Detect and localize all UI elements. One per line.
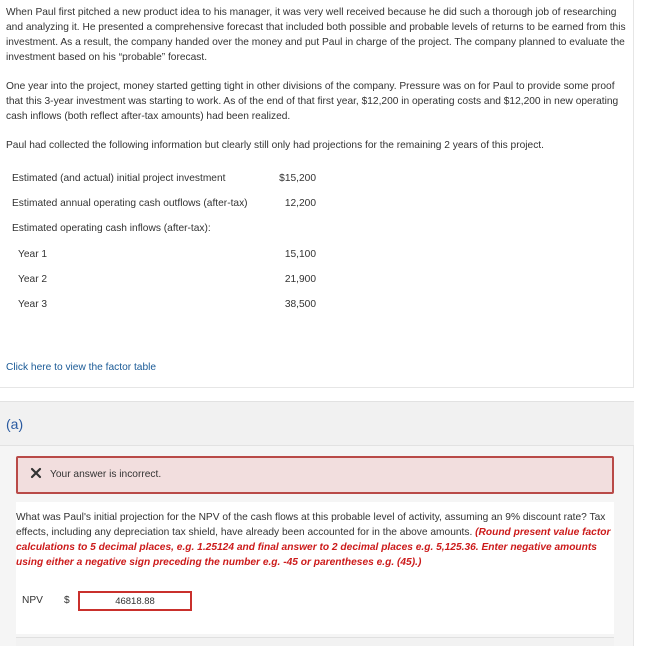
intro-paragraph-3: Paul had collected the following information but clearly still only had projections for the remaining 2 years of this project.	[6, 140, 544, 151]
year-value: 38,500	[284, 299, 316, 310]
question-panel	[0, 446, 634, 646]
question-body	[16, 502, 614, 634]
factor-table-link[interactable]: Click here to view the factor table	[6, 362, 157, 373]
question-text	[16, 510, 614, 570]
currency-symbol: $	[64, 595, 70, 606]
intro-paragraph-1: When Paul first pitched a new product idea to his manager, it was very well received because he did such a thorough job of researching and analyzing it. He presented a comprehensive forecast that included both possible and probable levels of returns to be earned from this investment. As a result, the company handed over the money and put Paul in charge of the project. The company planned to evaluate the investment based on his “probable” forecast.	[6, 7, 626, 63]
table-row-value: 12,200	[284, 198, 316, 209]
intro-paragraph-2: One year into the project, money started getting tight in other divisions of the company. Pressure was on for Paul to provide some proof that this 3-year investment was starting to work. As of the end of that first year, $12,200 in operating costs and $12,200 in new operating cash inflows (both reflect after-tax amounts) had been realized.	[6, 81, 619, 122]
incorrect-answer-alert	[16, 456, 614, 494]
table-row-label: Estimated annual operating cash outflows (after-tax)	[12, 198, 248, 209]
year-value: 15,100	[284, 249, 316, 260]
year-label: Year 2	[18, 274, 48, 285]
table-row-label: Estimated operating cash inflows (after-tax):	[12, 223, 211, 234]
year-value: 21,900	[284, 274, 316, 285]
part-label: (a)	[6, 416, 24, 432]
year-label: Year 1	[18, 249, 48, 260]
npv-label: NPV	[22, 595, 43, 606]
year-label: Year 3	[18, 299, 48, 310]
table-row-label: Estimated (and actual) initial project investment	[12, 173, 226, 184]
part-header	[0, 401, 634, 446]
question-instruction: (Round present value factor calculations to 5 decimal places, e.g. 1.25124 and final answer to 2 decimal places e.g. 5,125.36. Enter negative amounts using either a negative sign preceding the number e.g. -45 or parentheses e.g. (45).)	[16, 527, 611, 568]
alert-message: Your answer is incorrect.	[50, 469, 162, 480]
npv-input[interactable]	[78, 591, 192, 611]
close-icon	[30, 467, 44, 481]
table-row-value: $15,200	[279, 173, 316, 184]
next-section-strip	[16, 637, 614, 646]
question-prompt: What was Paul's initial projection for the NPV of the cash flows at this probable level of activity, assuming an 9% discount rate? Tax effects, including any depreciation tax shield, have already been accounted for in the above amounts.	[16, 512, 606, 538]
